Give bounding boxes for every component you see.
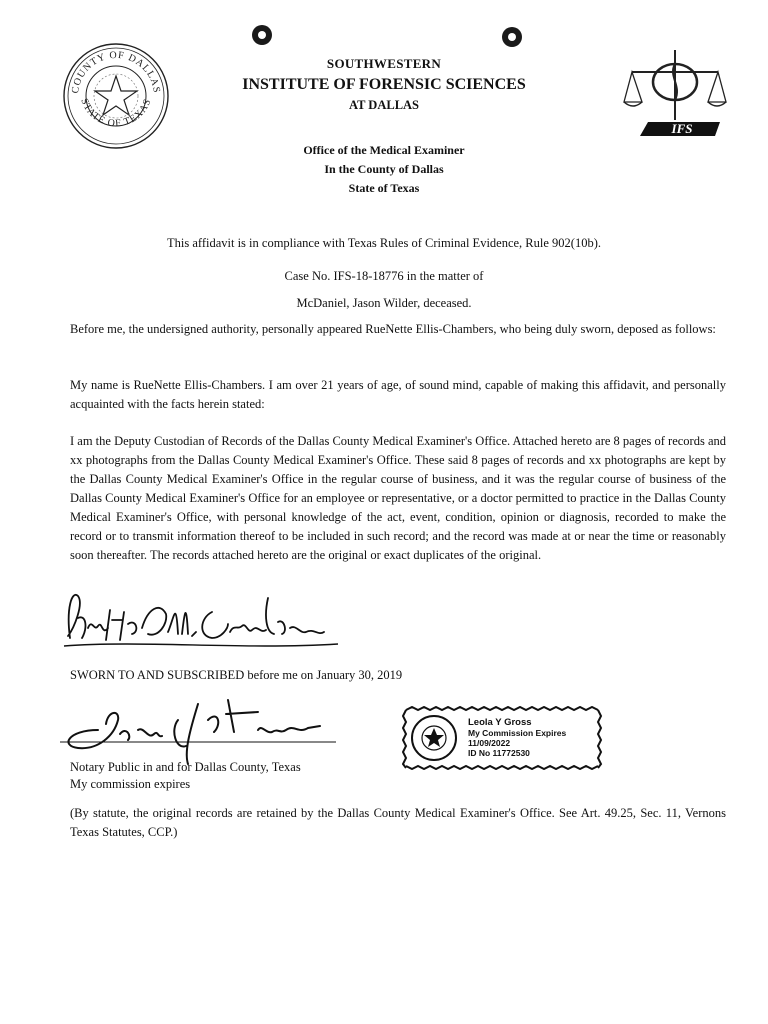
stamp-id: ID No 11772530 [468, 748, 530, 758]
stamp-name: Leola Y Gross [468, 717, 532, 728]
affiant-signature [62, 588, 342, 652]
office-state: State of Texas [348, 181, 420, 195]
case-number: Case No. IFS-18-18776 in the matter of [284, 269, 484, 283]
seal-bottom-text: STATE OF TEXAS [78, 97, 154, 130]
stamp-commission: My Commission Expires [468, 728, 567, 738]
notary-signature [58, 690, 338, 766]
header-institute: INSTITUTE OF FORENSIC SCIENCES [242, 76, 526, 93]
office-title: Office of the Medical Examiner [303, 143, 465, 157]
seal-top-text: COUNTY OF DALLAS [69, 49, 162, 95]
punch-hole-left [252, 25, 272, 45]
ifs-logo-text: IFS [671, 121, 693, 136]
footnote: (By statute, the original records are retained by the Dallas County Medical Examiner's Office. See Art. 49.25, Sec. 11, Vernons Texas Statutes, CCP.) [70, 806, 726, 839]
paragraph-custodian: I am the Deputy Custodian of Records of the Dallas County Medical Examiner's Office. Attached hereto are 8 pages of records and xx photographs from the Dallas County Medical Examiner's Office. These said 8 pages of records and xx photographs are kept by the Dallas County Medical Examiner's Office in the regular course of business, and it was the regular course of business of the Dallas County Medical Examiner's Office for an employee or representative, or a doctor permitted to practice in the Dallas County Medical Examiner's Office, with personal knowledge of the act, event, condition, opinion or diagnosis, recorded to make the record or to transmit information thereof to be included in such record; and the record was made at or near the time or reasonably soon thereafter. The records attached hereto are the original or exact duplicates of the original. [70, 434, 726, 562]
paragraph-appearance: Before me, the undersigned authority, personally appeared RueNette Ellis-Chambers, who being duly sworn, deposed as follows: [70, 322, 716, 336]
compliance-statement: This affidavit is in compliance with Texas Rules of Criminal Evidence, Rule 902(10b). [167, 236, 601, 250]
punch-hole-right [502, 27, 522, 47]
header-southwestern: SOUTHWESTERN [326, 56, 442, 71]
header-at-dallas: AT DALLAS [348, 98, 420, 112]
decedent-name: McDaniel, Jason Wilder, deceased. [296, 296, 472, 310]
stamp-date: 11/09/2022 [468, 738, 511, 748]
notary-public-line: Notary Public in and for Dallas County, Texas [70, 760, 301, 774]
paragraph-affiant: My name is RueNette Ellis-Chambers. I am over 21 years of age, of sound mind, capable of making this affidavit, and personally acquainted with the facts herein stated: [70, 378, 726, 411]
notary-stamp [402, 706, 604, 770]
sworn-statement: SWORN TO AND SUBSCRIBED before me on January 30, 2019 [70, 668, 403, 682]
office-county: In the County of Dallas [324, 162, 444, 176]
ifs-logo [620, 40, 730, 144]
notary-commission-line: My commission expires [70, 777, 191, 791]
